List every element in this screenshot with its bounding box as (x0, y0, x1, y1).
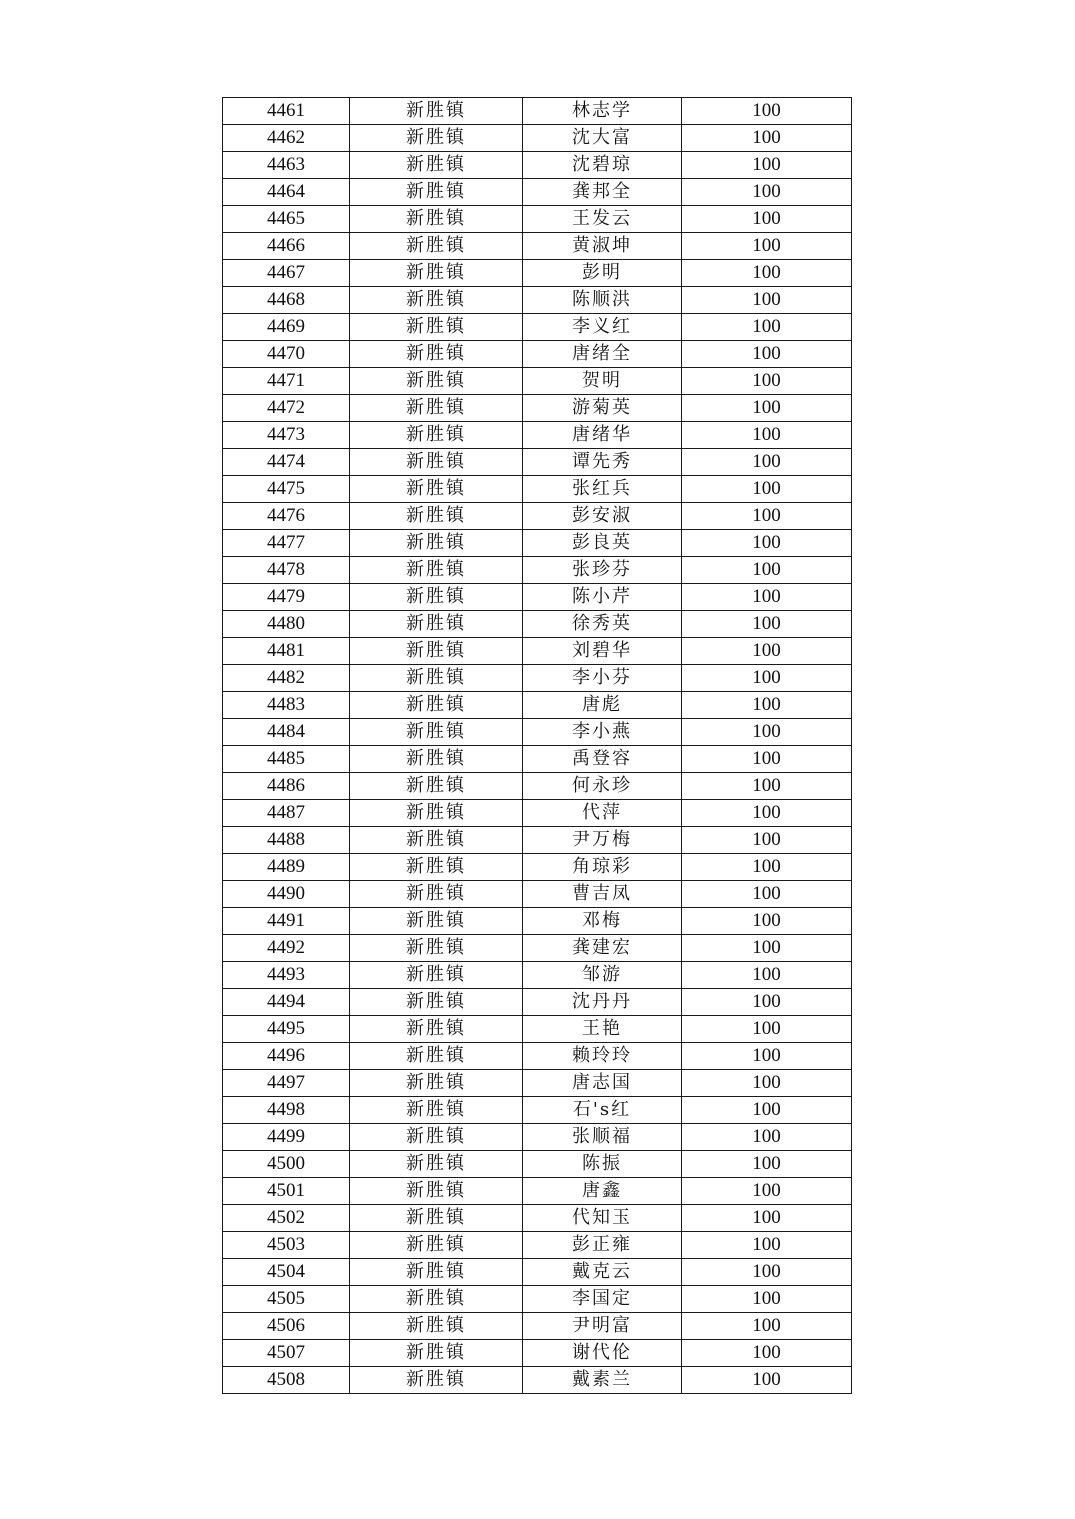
person-name-cell: 沈大富 (523, 125, 682, 152)
town-cell: 新胜镇 (350, 908, 523, 935)
town-cell: 新胜镇 (350, 422, 523, 449)
town-cell: 新胜镇 (350, 314, 523, 341)
person-name-cell: 林志学 (523, 98, 682, 125)
row-number-cell: 4474 (223, 449, 350, 476)
amount-cell: 100 (682, 98, 852, 125)
amount-cell: 100 (682, 206, 852, 233)
table-row (223, 1016, 852, 1043)
amount-cell: 100 (682, 1232, 852, 1259)
person-name-cell: 谭先秀 (523, 449, 682, 476)
table-row (223, 449, 852, 476)
row-number-cell: 4502 (223, 1205, 350, 1232)
row-number-cell: 4477 (223, 530, 350, 557)
row-number-cell: 4468 (223, 287, 350, 314)
amount-cell: 100 (682, 1313, 852, 1340)
person-name-cell: 李小芬 (523, 665, 682, 692)
town-cell: 新胜镇 (350, 854, 523, 881)
amount-cell: 100 (682, 125, 852, 152)
town-cell: 新胜镇 (350, 395, 523, 422)
town-cell: 新胜镇 (350, 962, 523, 989)
person-name-cell: 戴克云 (523, 1259, 682, 1286)
row-number-cell: 4471 (223, 368, 350, 395)
row-number-cell: 4492 (223, 935, 350, 962)
town-cell: 新胜镇 (350, 935, 523, 962)
table-row (223, 854, 852, 881)
amount-cell: 100 (682, 665, 852, 692)
table-row (223, 395, 852, 422)
table-row (223, 1043, 852, 1070)
row-number-cell: 4479 (223, 584, 350, 611)
table-row (223, 1286, 852, 1313)
amount-cell: 100 (682, 1124, 852, 1151)
row-number-cell: 4487 (223, 800, 350, 827)
amount-cell: 100 (682, 476, 852, 503)
person-name-cell: 王艳 (523, 1016, 682, 1043)
table-row (223, 179, 852, 206)
person-name-cell: 唐绪全 (523, 341, 682, 368)
person-name-cell: 谢代伦 (523, 1340, 682, 1367)
person-name-cell: 李义红 (523, 314, 682, 341)
town-cell: 新胜镇 (350, 773, 523, 800)
table-row (223, 368, 852, 395)
town-cell: 新胜镇 (350, 476, 523, 503)
person-name-cell: 黄淑坤 (523, 233, 682, 260)
person-name-cell: 唐鑫 (523, 1178, 682, 1205)
town-cell: 新胜镇 (350, 1367, 523, 1394)
town-cell: 新胜镇 (350, 800, 523, 827)
town-cell: 新胜镇 (350, 98, 523, 125)
amount-cell: 100 (682, 1070, 852, 1097)
town-cell: 新胜镇 (350, 179, 523, 206)
table-row (223, 260, 852, 287)
row-number-cell: 4472 (223, 395, 350, 422)
amount-cell: 100 (682, 1205, 852, 1232)
town-cell: 新胜镇 (350, 1178, 523, 1205)
person-name-cell: 禹登容 (523, 746, 682, 773)
person-name-cell: 李小燕 (523, 719, 682, 746)
town-cell: 新胜镇 (350, 530, 523, 557)
row-number-cell: 4470 (223, 341, 350, 368)
row-number-cell: 4500 (223, 1151, 350, 1178)
person-name-cell: 张红兵 (523, 476, 682, 503)
row-number-cell: 4464 (223, 179, 350, 206)
amount-cell: 100 (682, 800, 852, 827)
amount-cell: 100 (682, 503, 852, 530)
amount-cell: 100 (682, 854, 852, 881)
town-cell: 新胜镇 (350, 611, 523, 638)
amount-cell: 100 (682, 1043, 852, 1070)
person-name-cell: 沈丹丹 (523, 989, 682, 1016)
row-number-cell: 4466 (223, 233, 350, 260)
table-row (223, 557, 852, 584)
row-number-cell: 4507 (223, 1340, 350, 1367)
row-number-cell: 4497 (223, 1070, 350, 1097)
town-cell: 新胜镇 (350, 1232, 523, 1259)
person-name-cell: 角琼彩 (523, 854, 682, 881)
table-row (223, 881, 852, 908)
town-cell: 新胜镇 (350, 827, 523, 854)
table-row (223, 935, 852, 962)
table-row (223, 152, 852, 179)
person-name-cell: 贺明 (523, 368, 682, 395)
row-number-cell: 4467 (223, 260, 350, 287)
amount-cell: 100 (682, 260, 852, 287)
roster-table (222, 97, 852, 1394)
amount-cell: 100 (682, 638, 852, 665)
town-cell: 新胜镇 (350, 989, 523, 1016)
row-number-cell: 4475 (223, 476, 350, 503)
table-row (223, 665, 852, 692)
row-number-cell: 4496 (223, 1043, 350, 1070)
table-row (223, 1097, 852, 1124)
table-row (223, 314, 852, 341)
amount-cell: 100 (682, 746, 852, 773)
amount-cell: 100 (682, 341, 852, 368)
amount-cell: 100 (682, 584, 852, 611)
amount-cell: 100 (682, 368, 852, 395)
table-row (223, 719, 852, 746)
amount-cell: 100 (682, 989, 852, 1016)
person-name-cell: 彭明 (523, 260, 682, 287)
row-number-cell: 4499 (223, 1124, 350, 1151)
table-row (223, 233, 852, 260)
row-number-cell: 4476 (223, 503, 350, 530)
table-row (223, 476, 852, 503)
town-cell: 新胜镇 (350, 206, 523, 233)
person-name-cell: 唐绪华 (523, 422, 682, 449)
table-row (223, 503, 852, 530)
person-name-cell: 何永珍 (523, 773, 682, 800)
row-number-cell: 4480 (223, 611, 350, 638)
row-number-cell: 4465 (223, 206, 350, 233)
person-name-cell: 彭良英 (523, 530, 682, 557)
town-cell: 新胜镇 (350, 1286, 523, 1313)
person-name-cell: 徐秀英 (523, 611, 682, 638)
amount-cell: 100 (682, 530, 852, 557)
amount-cell: 100 (682, 881, 852, 908)
town-cell: 新胜镇 (350, 152, 523, 179)
table-row (223, 584, 852, 611)
town-cell: 新胜镇 (350, 557, 523, 584)
row-number-cell: 4505 (223, 1286, 350, 1313)
town-cell: 新胜镇 (350, 1313, 523, 1340)
row-number-cell: 4461 (223, 98, 350, 125)
person-name-cell: 邹游 (523, 962, 682, 989)
table-row (223, 530, 852, 557)
town-cell: 新胜镇 (350, 449, 523, 476)
table-row (223, 962, 852, 989)
town-cell: 新胜镇 (350, 665, 523, 692)
town-cell: 新胜镇 (350, 260, 523, 287)
table-row (223, 1178, 852, 1205)
row-number-cell: 4506 (223, 1313, 350, 1340)
row-number-cell: 4481 (223, 638, 350, 665)
amount-cell: 100 (682, 773, 852, 800)
row-number-cell: 4491 (223, 908, 350, 935)
town-cell: 新胜镇 (350, 719, 523, 746)
amount-cell: 100 (682, 179, 852, 206)
amount-cell: 100 (682, 152, 852, 179)
town-cell: 新胜镇 (350, 1097, 523, 1124)
person-name-cell: 刘碧华 (523, 638, 682, 665)
amount-cell: 100 (682, 1259, 852, 1286)
amount-cell: 100 (682, 611, 852, 638)
row-number-cell: 4501 (223, 1178, 350, 1205)
person-name-cell: 游菊英 (523, 395, 682, 422)
table-row (223, 692, 852, 719)
table-row (223, 1367, 852, 1394)
row-number-cell: 4504 (223, 1259, 350, 1286)
person-name-cell: 尹万梅 (523, 827, 682, 854)
amount-cell: 100 (682, 1151, 852, 1178)
town-cell: 新胜镇 (350, 1340, 523, 1367)
row-number-cell: 4469 (223, 314, 350, 341)
table-row (223, 341, 852, 368)
town-cell: 新胜镇 (350, 584, 523, 611)
table-row (223, 1070, 852, 1097)
town-cell: 新胜镇 (350, 881, 523, 908)
amount-cell: 100 (682, 1016, 852, 1043)
table-row (223, 1151, 852, 1178)
row-number-cell: 4485 (223, 746, 350, 773)
row-number-cell: 4462 (223, 125, 350, 152)
person-name-cell: 代萍 (523, 800, 682, 827)
person-name-cell: 赖玲玲 (523, 1043, 682, 1070)
row-number-cell: 4482 (223, 665, 350, 692)
person-name-cell: 邓梅 (523, 908, 682, 935)
person-name-cell: 陈小芹 (523, 584, 682, 611)
town-cell: 新胜镇 (350, 125, 523, 152)
table-row (223, 125, 852, 152)
row-number-cell: 4463 (223, 152, 350, 179)
amount-cell: 100 (682, 827, 852, 854)
town-cell: 新胜镇 (350, 1205, 523, 1232)
amount-cell: 100 (682, 233, 852, 260)
town-cell: 新胜镇 (350, 746, 523, 773)
amount-cell: 100 (682, 395, 852, 422)
table-row (223, 773, 852, 800)
town-cell: 新胜镇 (350, 233, 523, 260)
town-cell: 新胜镇 (350, 1124, 523, 1151)
table-row (223, 1313, 852, 1340)
table-row (223, 1340, 852, 1367)
person-name-cell: 张顺福 (523, 1124, 682, 1151)
town-cell: 新胜镇 (350, 287, 523, 314)
town-cell: 新胜镇 (350, 638, 523, 665)
table-row (223, 98, 852, 125)
person-name-cell: 龚建宏 (523, 935, 682, 962)
amount-cell: 100 (682, 1286, 852, 1313)
row-number-cell: 4478 (223, 557, 350, 584)
row-number-cell: 4483 (223, 692, 350, 719)
town-cell: 新胜镇 (350, 503, 523, 530)
table-row (223, 827, 852, 854)
row-number-cell: 4484 (223, 719, 350, 746)
person-name-cell: 陈振 (523, 1151, 682, 1178)
person-name-cell: 代知玉 (523, 1205, 682, 1232)
row-number-cell: 4503 (223, 1232, 350, 1259)
amount-cell: 100 (682, 314, 852, 341)
row-number-cell: 4508 (223, 1367, 350, 1394)
row-number-cell: 4498 (223, 1097, 350, 1124)
person-name-cell: 戴素兰 (523, 1367, 682, 1394)
amount-cell: 100 (682, 287, 852, 314)
row-number-cell: 4473 (223, 422, 350, 449)
town-cell: 新胜镇 (350, 368, 523, 395)
table-row (223, 638, 852, 665)
person-name-cell: 李国定 (523, 1286, 682, 1313)
person-name-cell: 彭安淑 (523, 503, 682, 530)
amount-cell: 100 (682, 692, 852, 719)
amount-cell: 100 (682, 962, 852, 989)
amount-cell: 100 (682, 1340, 852, 1367)
table-row (223, 1232, 852, 1259)
amount-cell: 100 (682, 422, 852, 449)
person-name-cell: 唐彪 (523, 692, 682, 719)
person-name-cell: 沈碧琼 (523, 152, 682, 179)
table-row (223, 1124, 852, 1151)
row-number-cell: 4494 (223, 989, 350, 1016)
amount-cell: 100 (682, 1097, 852, 1124)
person-name-cell: 曹吉凤 (523, 881, 682, 908)
person-name-cell: 陈顺洪 (523, 287, 682, 314)
town-cell: 新胜镇 (350, 1151, 523, 1178)
amount-cell: 100 (682, 557, 852, 584)
amount-cell: 100 (682, 908, 852, 935)
person-name-cell: 彭正雍 (523, 1232, 682, 1259)
person-name-cell: 唐志国 (523, 1070, 682, 1097)
town-cell: 新胜镇 (350, 1070, 523, 1097)
person-name-cell: 龚邦全 (523, 179, 682, 206)
amount-cell: 100 (682, 719, 852, 746)
roster-table-body (223, 98, 852, 1394)
amount-cell: 100 (682, 1178, 852, 1205)
amount-cell: 100 (682, 449, 852, 476)
row-number-cell: 4495 (223, 1016, 350, 1043)
table-row (223, 989, 852, 1016)
table-row (223, 908, 852, 935)
table-row (223, 800, 852, 827)
town-cell: 新胜镇 (350, 1016, 523, 1043)
person-name-cell: 尹明富 (523, 1313, 682, 1340)
row-number-cell: 4489 (223, 854, 350, 881)
table-row (223, 746, 852, 773)
person-name-cell: 石's红 (523, 1097, 682, 1124)
row-number-cell: 4488 (223, 827, 350, 854)
table-row (223, 287, 852, 314)
table-row (223, 422, 852, 449)
table-row (223, 1205, 852, 1232)
town-cell: 新胜镇 (350, 692, 523, 719)
row-number-cell: 4493 (223, 962, 350, 989)
table-row (223, 206, 852, 233)
person-name-cell: 张珍芬 (523, 557, 682, 584)
row-number-cell: 4490 (223, 881, 350, 908)
town-cell: 新胜镇 (350, 1259, 523, 1286)
amount-cell: 100 (682, 935, 852, 962)
row-number-cell: 4486 (223, 773, 350, 800)
person-name-cell: 王发云 (523, 206, 682, 233)
town-cell: 新胜镇 (350, 1043, 523, 1070)
table-row (223, 1259, 852, 1286)
table-row (223, 611, 852, 638)
amount-cell: 100 (682, 1367, 852, 1394)
town-cell: 新胜镇 (350, 341, 523, 368)
